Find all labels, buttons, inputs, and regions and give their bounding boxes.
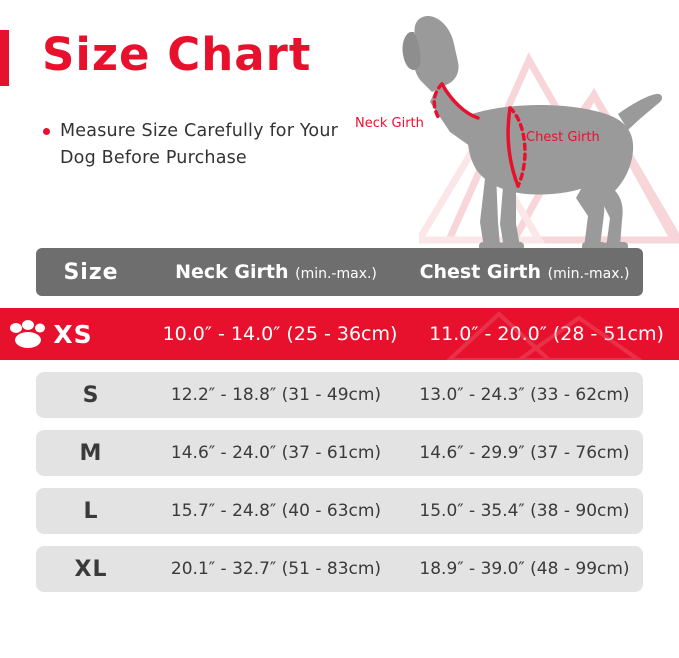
row-size: XL: [74, 556, 108, 582]
header-chest-note: (min.-max.): [547, 266, 630, 282]
row-size: M: [79, 440, 103, 466]
chest-girth-label: Chest Girth: [526, 130, 600, 145]
row-chest: 18.9″ - 39.0″ (48 - 99cm): [419, 559, 630, 579]
header-chest-text: Chest Girth: [419, 261, 542, 283]
page-title: Size Chart: [42, 28, 312, 81]
paw-icon: [6, 320, 52, 348]
table-row: [36, 430, 643, 476]
row-neck: 20.1″ - 32.7″ (51 - 83cm): [170, 559, 382, 579]
page-subtitle: Measure Size Carefully for Your Dog Before Purchase: [60, 121, 339, 169]
table-row: [36, 372, 643, 418]
header-neck-text: Neck Girth: [175, 261, 289, 283]
left-accent-bar: [0, 30, 9, 86]
header-chest: [406, 261, 643, 283]
row-chest: 15.0″ - 35.4″ (38 - 90cm): [419, 501, 630, 521]
neck-girth-label: Neck Girth: [355, 116, 424, 131]
row-size: L: [83, 498, 99, 524]
header-size: Size: [63, 259, 119, 285]
row-size: S: [82, 382, 100, 408]
row-size: XS: [53, 319, 93, 349]
table-row: [0, 308, 679, 360]
table-row: [36, 546, 643, 592]
header-neck: [146, 261, 406, 283]
table-row: [36, 488, 643, 534]
row-neck: 15.7″ - 24.8″ (40 - 63cm): [170, 501, 382, 521]
table-header-row: [36, 248, 643, 296]
row-chest: 11.0″ - 20.0″ (28 - 51cm): [429, 323, 664, 345]
row-neck: 14.6″ - 24.0″ (37 - 61cm): [170, 443, 382, 463]
row-chest: 14.6″ - 29.9″ (37 - 76cm): [419, 443, 630, 463]
row-chest: 13.0″ - 24.3″ (33 - 62cm): [419, 385, 630, 405]
row-neck: 10.0″ - 14.0″ (25 - 36cm): [162, 323, 398, 345]
size-table: [0, 248, 679, 592]
row-neck: 12.2″ - 18.8″ (31 - 49cm): [170, 385, 382, 405]
dog-illustration: [380, 10, 670, 260]
bullet-dot-icon: [43, 128, 50, 135]
header-neck-note: (min.-max.): [295, 266, 377, 282]
